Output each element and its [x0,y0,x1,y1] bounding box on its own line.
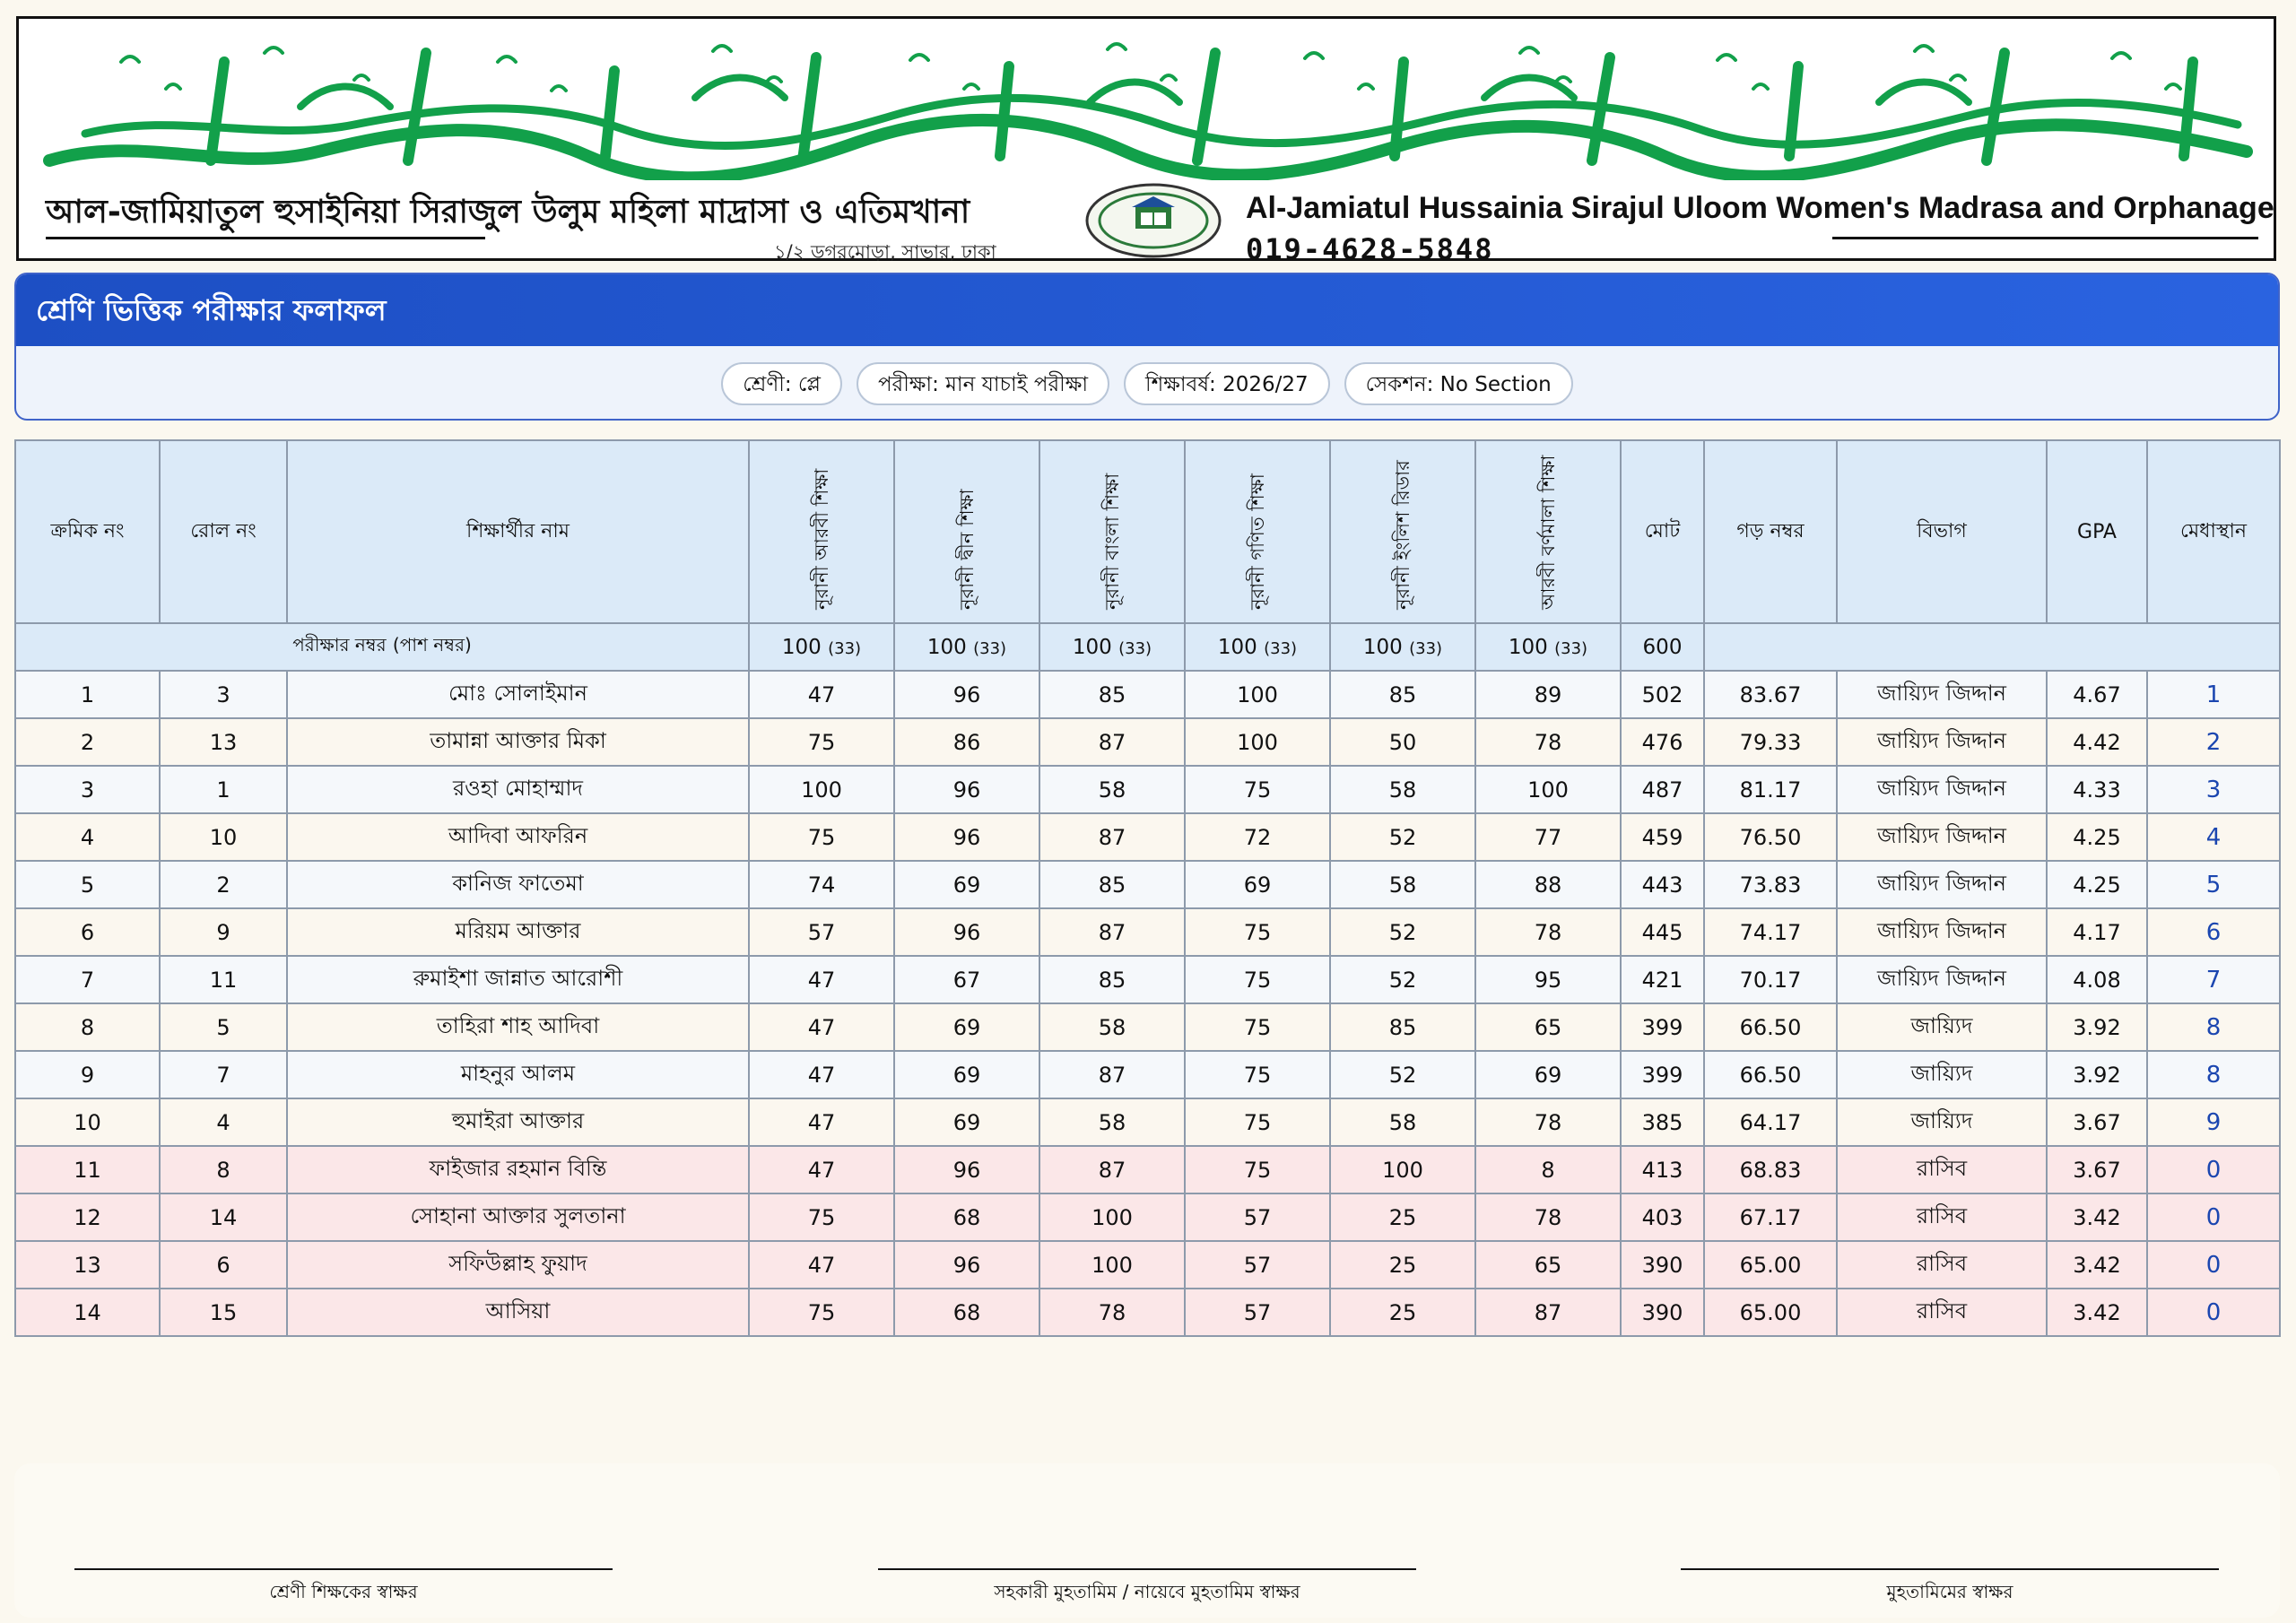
subject-mark-cell: 87 [1039,908,1185,956]
header-rule-left [46,237,485,239]
average-cell: 74.17 [1704,908,1837,956]
class-chip: শ্রেণী: প্লে [721,362,842,405]
subject-mark-cell: 57 [749,908,894,956]
subject-mark-cell: 58 [1330,1098,1475,1146]
serial-cell: 6 [15,908,160,956]
subject-mark-cell: 8 [1475,1146,1621,1193]
subject-mark-cell: 58 [1039,1003,1185,1051]
table-row [15,718,2280,766]
roll-cell: 5 [160,1003,287,1051]
class-teacher-signature [74,1568,613,1609]
section-chip: সেকশন: No Section [1344,362,1573,405]
col-subject-6-label: আরবী বর্ণমালা শিক্ষা [1536,455,1559,610]
full-mark-value: 100 [926,635,967,659]
subject-mark-cell: 87 [1039,1051,1185,1098]
subject-mark-cell: 47 [749,1003,894,1051]
subject-mark-cell: 100 [1039,1193,1185,1241]
subject-mark-cell: 69 [894,1003,1039,1051]
results-table [14,439,2281,1337]
subject-mark-cell: 78 [1039,1289,1185,1336]
division-cell: জায়্যিদ [1837,1003,2047,1051]
col-average: গড় নম্বর [1704,440,1837,623]
subject-mark-cell: 87 [1039,1146,1185,1193]
serial-cell: 8 [15,1003,160,1051]
roll-cell: 15 [160,1289,287,1336]
col-rank: মেধাস্থান [2147,440,2280,623]
full-mark-value: 100 [781,635,822,659]
roll-cell: 8 [160,1146,287,1193]
student-name-cell: মোঃ সোলাইমান [287,671,749,718]
subject-mark-cell: 75 [749,813,894,861]
roll-cell: 14 [160,1193,287,1241]
institution-name-bangla: আল-জামিয়াতুল হুসাইনিয়া সিরাজুল উলুম মহিলা মাদ্রাসা ও এতিমখানা [46,194,970,230]
subject-mark-cell: 87 [1475,1289,1621,1336]
rank-cell: 9 [2147,1098,2280,1146]
gpa-cell: 4.25 [2047,813,2147,861]
subject-mark-cell: 68 [894,1193,1039,1241]
rank-cell: 8 [2147,1003,2280,1051]
table-row [15,1003,2280,1051]
subject-mark-cell: 58 [1039,766,1185,813]
total-cell: 403 [1621,1193,1704,1241]
subject-mark-cell: 75 [1185,908,1330,956]
division-cell: রাসিব [1837,1241,2047,1289]
subject-mark-cell: 75 [1185,1003,1330,1051]
average-cell: 65.00 [1704,1241,1837,1289]
subject-mark-cell: 69 [894,1098,1039,1146]
rank-cell: 7 [2147,956,2280,1003]
table-row [15,861,2280,908]
roll-cell: 13 [160,718,287,766]
roll-cell: 3 [160,671,287,718]
col-subject-1 [749,440,894,623]
full-marks-blank [1704,623,2280,671]
subject-mark-cell: 96 [894,1146,1039,1193]
header-rule-right [1832,237,2258,239]
student-name-cell: তামান্না আক্তার মিকা [287,718,749,766]
gpa-cell: 3.92 [2047,1051,2147,1098]
subject-mark-cell: 69 [1185,861,1330,908]
average-cell: 65.00 [1704,1289,1837,1336]
roll-cell: 9 [160,908,287,956]
subject-mark-cell: 75 [749,1193,894,1241]
subject-mark-cell: 67 [894,956,1039,1003]
pass-mark-value: (33) [1264,638,1298,658]
col-roll: রোল নং [160,440,287,623]
col-subject-4 [1185,440,1330,623]
student-name-cell: ফাইজার রহমান বিন্তি [287,1146,749,1193]
assistant-principal-signature [878,1568,1416,1609]
full-mark-value: 100 [1508,635,1548,659]
student-name-cell: রওহা মোহাম্মাদ [287,766,749,813]
total-full-marks: 600 [1621,623,1704,671]
total-cell: 445 [1621,908,1704,956]
table-row [15,671,2280,718]
full-marks-cell [1475,623,1621,671]
division-cell: রাসিব [1837,1289,2047,1336]
student-name-cell: কানিজ ফাতেমা [287,861,749,908]
gpa-cell: 3.42 [2047,1241,2147,1289]
average-cell: 81.17 [1704,766,1837,813]
subject-mark-cell: 100 [1330,1146,1475,1193]
division-cell: রাসিব [1837,1193,2047,1241]
pass-mark-value: (33) [1409,638,1443,658]
total-cell: 399 [1621,1051,1704,1098]
signature-line [1681,1568,2219,1570]
signature-area [14,1463,2280,1618]
rank-cell: 0 [2147,1241,2280,1289]
subject-mark-cell: 96 [894,813,1039,861]
division-cell: জায়্যিদ জিদ্দান [1837,861,2047,908]
col-subject-4-label: নূরানী গণিত শিক্ষা [1246,473,1268,610]
full-mark-value: 100 [1072,635,1112,659]
subject-mark-cell: 25 [1330,1193,1475,1241]
class-teacher-signature-label: শ্রেণী শিক্ষকের স্বাক্ষর [269,1581,418,1602]
subject-mark-cell: 47 [749,1098,894,1146]
col-subject-6 [1475,440,1621,623]
full-marks-cell [894,623,1039,671]
total-cell: 502 [1621,671,1704,718]
pass-mark-value: (33) [1118,638,1152,658]
serial-cell: 4 [15,813,160,861]
total-cell: 443 [1621,861,1704,908]
total-cell: 487 [1621,766,1704,813]
pass-marks-label-text: (পাশ নম্বর) [392,634,472,655]
average-cell: 66.50 [1704,1051,1837,1098]
table-row [15,908,2280,956]
subject-mark-cell: 68 [894,1289,1039,1336]
subject-mark-cell: 75 [749,1289,894,1336]
subject-mark-cell: 75 [1185,1051,1330,1098]
col-serial: ক্রমিক নং [15,440,160,623]
subject-mark-cell: 47 [749,671,894,718]
roll-cell: 1 [160,766,287,813]
total-cell: 421 [1621,956,1704,1003]
subject-mark-cell: 25 [1330,1241,1475,1289]
rank-cell: 0 [2147,1193,2280,1241]
subject-mark-cell: 58 [1330,766,1475,813]
subject-mark-cell: 85 [1039,861,1185,908]
roll-cell: 4 [160,1098,287,1146]
serial-cell: 2 [15,718,160,766]
signature-line [878,1568,1416,1570]
division-cell: জায়্যিদ [1837,1098,2047,1146]
institution-address: ১/২ ডগরমোড়া, সাভার, ঢাকা [774,241,996,263]
subject-mark-cell: 78 [1475,718,1621,766]
subject-mark-cell: 87 [1039,813,1185,861]
gpa-cell: 4.17 [2047,908,2147,956]
subject-mark-cell: 47 [749,1146,894,1193]
table-row [15,1098,2280,1146]
rank-cell: 3 [2147,766,2280,813]
student-name-cell: হুমাইরা আক্তার [287,1098,749,1146]
average-cell: 66.50 [1704,1003,1837,1051]
filter-chips [16,362,2278,405]
subject-mark-cell: 57 [1185,1241,1330,1289]
gpa-cell: 4.08 [2047,956,2147,1003]
rank-cell: 0 [2147,1289,2280,1336]
subject-mark-cell: 57 [1185,1193,1330,1241]
student-name-cell: তাহিরা শাহ আদিবা [287,1003,749,1051]
col-subject-2 [894,440,1039,623]
subject-mark-cell: 75 [1185,1098,1330,1146]
col-subject-3-label: নূরানী বাংলা শিক্ষা [1100,473,1123,610]
serial-cell: 10 [15,1098,160,1146]
subject-mark-cell: 52 [1330,956,1475,1003]
subject-mark-cell: 78 [1475,1098,1621,1146]
subject-mark-cell: 96 [894,766,1039,813]
principal-signature [1681,1568,2219,1609]
average-cell: 70.17 [1704,956,1837,1003]
serial-cell: 12 [15,1193,160,1241]
subject-mark-cell: 69 [1475,1051,1621,1098]
student-name-cell: মরিয়ম আক্তার [287,908,749,956]
rank-cell: 0 [2147,1146,2280,1193]
division-cell: জায়্যিদ জিদ্দান [1837,766,2047,813]
average-cell: 73.83 [1704,861,1837,908]
subject-mark-cell: 85 [1039,671,1185,718]
subject-mark-cell: 52 [1330,908,1475,956]
subject-mark-cell: 58 [1330,861,1475,908]
table-row [15,1241,2280,1289]
total-cell: 399 [1621,1003,1704,1051]
session-chip: শিক্ষাবর্ষ: 2026/27 [1124,362,1330,405]
serial-cell: 5 [15,861,160,908]
exam-chip: পরীক্ষা: মান যাচাই পরীক্ষা [857,362,1109,405]
table-row [15,1193,2280,1241]
subject-mark-cell: 85 [1039,956,1185,1003]
rank-cell: 2 [2147,718,2280,766]
division-cell: জায়্যিদ [1837,1051,2047,1098]
total-cell: 390 [1621,1241,1704,1289]
subject-mark-cell: 75 [1185,1146,1330,1193]
result-title-card [14,273,2280,421]
subject-mark-cell: 74 [749,861,894,908]
gpa-cell: 4.33 [2047,766,2147,813]
total-cell: 390 [1621,1289,1704,1336]
serial-cell: 13 [15,1241,160,1289]
col-total: মোট [1621,440,1704,623]
average-cell: 76.50 [1704,813,1837,861]
subject-mark-cell: 75 [749,718,894,766]
subject-mark-cell: 65 [1475,1241,1621,1289]
student-name-cell: আসিয়া [287,1289,749,1336]
full-mark-value: 100 [1362,635,1403,659]
rank-cell: 6 [2147,908,2280,956]
full-marks-cell [1330,623,1475,671]
division-cell: জায়্যিদ জিদ্দান [1837,718,2047,766]
pass-mark-value: (33) [973,638,1007,658]
arabic-calligraphy-banner [31,26,2265,180]
subject-mark-cell: 78 [1475,1193,1621,1241]
student-name-cell: সফিউল্লাহ ফুয়াদ [287,1241,749,1289]
subject-mark-cell: 96 [894,671,1039,718]
subject-mark-cell: 96 [894,1241,1039,1289]
col-student-name: শিক্ষার্থীর নাম [287,440,749,623]
table-row [15,1051,2280,1098]
col-division: বিভাগ [1837,440,2047,623]
madrasa-emblem-icon [1082,180,1225,261]
assistant-principal-signature-label: সহকারী মুহতামিম / নায়েবে মুহতামিম স্বাক্ষর [994,1581,1300,1602]
rank-cell: 5 [2147,861,2280,908]
serial-cell: 9 [15,1051,160,1098]
average-cell: 68.83 [1704,1146,1837,1193]
division-cell: জায়্যিদ জিদ্দান [1837,813,2047,861]
subject-mark-cell: 47 [749,956,894,1003]
division-cell: জায়্যিদ জিদ্দান [1837,671,2047,718]
col-subject-2-label: নূরানী দ্বীন শিক্ষা [955,489,978,610]
subject-mark-cell: 100 [749,766,894,813]
col-subject-5-label: নূরানী ইংলিশ রিডার [1391,460,1413,610]
pass-mark-value: (33) [1554,638,1588,658]
student-name-cell: মাহনুর আলম [287,1051,749,1098]
division-cell: জায়্যিদ জিদ্দান [1837,908,2047,956]
gpa-cell: 3.92 [2047,1003,2147,1051]
subject-mark-cell: 69 [894,861,1039,908]
gpa-cell: 4.42 [2047,718,2147,766]
subject-mark-cell: 58 [1039,1098,1185,1146]
subject-mark-cell: 75 [1185,956,1330,1003]
rank-cell: 8 [2147,1051,2280,1098]
division-cell: জায়্যিদ জিদ্দান [1837,956,2047,1003]
subject-mark-cell: 50 [1330,718,1475,766]
subject-mark-cell: 77 [1475,813,1621,861]
full-marks-label [15,623,749,671]
serial-cell: 7 [15,956,160,1003]
roll-cell: 11 [160,956,287,1003]
table-row [15,766,2280,813]
subject-mark-cell: 52 [1330,813,1475,861]
serial-cell: 11 [15,1146,160,1193]
roll-cell: 6 [160,1241,287,1289]
table-row [15,1289,2280,1336]
subject-mark-cell: 25 [1330,1289,1475,1336]
average-cell: 67.17 [1704,1193,1837,1241]
serial-cell: 3 [15,766,160,813]
subject-mark-cell: 47 [749,1241,894,1289]
full-mark-value: 100 [1217,635,1257,659]
total-cell: 459 [1621,813,1704,861]
col-subject-5 [1330,440,1475,623]
gpa-cell: 3.42 [2047,1289,2147,1336]
gpa-cell: 3.67 [2047,1098,2147,1146]
table-header-row [15,440,2280,623]
subject-mark-cell: 65 [1475,1003,1621,1051]
table-row [15,956,2280,1003]
roll-cell: 2 [160,861,287,908]
full-marks-row [15,623,2280,671]
rank-cell: 4 [2147,813,2280,861]
average-cell: 64.17 [1704,1098,1837,1146]
serial-cell: 14 [15,1289,160,1336]
subject-mark-cell: 88 [1475,861,1621,908]
rank-cell: 1 [2147,671,2280,718]
institution-phone: 019-4628-5848 [1246,232,1494,266]
student-name-cell: সোহানা আক্তার সুলতানা [287,1193,749,1241]
subject-mark-cell: 95 [1475,956,1621,1003]
subject-mark-cell: 87 [1039,718,1185,766]
subject-mark-cell: 100 [1185,718,1330,766]
page-title: শ্রেণি ভিত্তিক পরীক্ষার ফলাফল [16,274,2278,346]
table-row [15,813,2280,861]
roll-cell: 7 [160,1051,287,1098]
pass-mark-value: (33) [828,638,862,658]
table-row [15,1146,2280,1193]
total-cell: 385 [1621,1098,1704,1146]
institution-name-english: Al-Jamiatul Hussainia Sirajul Uloom Women's Madrasa and Orphanage [1246,191,2274,225]
subject-mark-cell: 100 [1039,1241,1185,1289]
subject-mark-cell: 96 [894,908,1039,956]
subject-mark-cell: 78 [1475,908,1621,956]
subject-mark-cell: 86 [894,718,1039,766]
roll-cell: 10 [160,813,287,861]
subject-mark-cell: 75 [1185,766,1330,813]
subject-mark-cell: 89 [1475,671,1621,718]
gpa-cell: 4.67 [2047,671,2147,718]
col-gpa: GPA [2047,440,2147,623]
col-subject-3 [1039,440,1185,623]
principal-signature-label: মুহতামিমের স্বাক্ষর [1886,1581,2013,1602]
total-cell: 476 [1621,718,1704,766]
student-name-cell: আদিবা আফরিন [287,813,749,861]
total-cell: 413 [1621,1146,1704,1193]
subject-mark-cell: 100 [1475,766,1621,813]
subject-mark-cell: 72 [1185,813,1330,861]
division-cell: রাসিব [1837,1146,2047,1193]
subject-mark-cell: 69 [894,1051,1039,1098]
subject-mark-cell: 57 [1185,1289,1330,1336]
full-marks-cell [749,623,894,671]
student-name-cell: রুমাইশা জান্নাত আরোশী [287,956,749,1003]
full-marks-cell [1185,623,1330,671]
gpa-cell: 3.67 [2047,1146,2147,1193]
gpa-cell: 4.25 [2047,861,2147,908]
average-cell: 83.67 [1704,671,1837,718]
subject-mark-cell: 52 [1330,1051,1475,1098]
subject-mark-cell: 85 [1330,1003,1475,1051]
signature-line [74,1568,613,1570]
serial-cell: 1 [15,671,160,718]
subject-mark-cell: 47 [749,1051,894,1098]
letterhead [16,16,2276,266]
col-subject-1-label: নূরানী আরবী শিক্ষা [810,468,832,610]
subject-mark-cell: 85 [1330,671,1475,718]
full-marks-cell [1039,623,1185,671]
subject-mark-cell: 100 [1185,671,1330,718]
gpa-cell: 3.42 [2047,1193,2147,1241]
full-marks-label-text: পরীক্ষার নম্বর [292,634,387,655]
average-cell: 79.33 [1704,718,1837,766]
